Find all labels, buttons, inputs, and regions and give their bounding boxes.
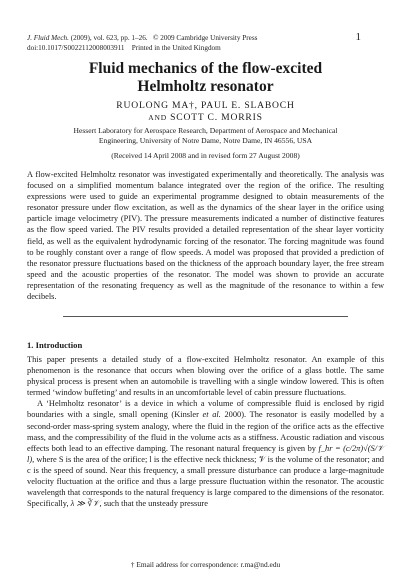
intro-paragraph-2 [27,398,384,509]
section-divider [63,316,348,317]
paper-title [20,60,391,96]
affiliation-line-2: Engineering, University of Notre Dame, Notre Dame, IN 46556, USA [98,136,313,145]
header-line-1 [27,33,367,43]
affiliation [40,126,371,146]
authors-line-2 [20,112,391,124]
intro-paragraph-1: This paper presents a detailed study of a flow-excited Helmholtz resonator. An example of this phenomenon is the resonance that occurs when blowing over the orifice of a glass bottle. The same physical process is present when an automobile is travelling with a single window lowered. This is often termed ‘window buffeting’ and results in an uncomfortable level of cabin pressure fluctuations. [27,355,384,398]
header-line-2 [27,43,367,53]
p2-text-c: , where S is the area of the orifice; l is the effective neck thickness; 𝒱 is the volume of the resonator; and c is the speed of sound. Near this frequency, a small pressure disturbance can produce a large-magnitude velocity fluctuation at the orifice and thus a large pressure fluctuation within the resonator. The acoustic wavelength that corresponds to the natural frequency is large compared to the dimensions of the resonator. Specifically, [27,454,384,509]
authors-and: AND [148,113,167,122]
doi: doi:10.1017/S0022112008003911 [27,44,125,52]
citation: (2009), vol. 623, pp. 1–26. [70,34,148,42]
running-header [27,33,367,53]
author-list [20,100,391,124]
section-heading: 1. Introduction [27,340,83,350]
p2-text-d: , such that the unsteady pressure [99,499,208,509]
authors-line-1: RUOLONG MA†, PAUL E. SLABOCH [116,100,295,111]
page-number: 1 [355,31,361,43]
printed-in: Printed in the United Kingdom [131,44,221,52]
p2-text-b: 2000). The resonator is easily modelled by a second-order mass-spring system analogy, where the fluid in the region of the orifice acts as the effective mass, and the compressibility of the fluid in the volume acts as a stiffness. Acoustic radiation and viscous effects both lead to an effective damping. The resonant natural frequency is given by [27,410,384,453]
title-line-1: Fluid mechanics of the flow-excited [88,60,323,77]
title-line-2: Helmholtz resonator [137,78,274,95]
frequency-formula: f_hr = (c/2π)√(S/𝒱 l) [27,443,384,464]
wavelength-formula: λ ≫ ∛𝒱 [70,499,100,509]
received-date: (Received 14 April 2008 and in revised form 27 August 2008) [111,151,300,160]
et-al: et al. [202,410,221,420]
affiliation-line-1: Hessert Laboratory for Aerospace Research, Department of Aerospace and Mechanical [73,126,338,135]
p2-text-a: A ‘Helmholtz resonator’ is a device in which a volume of compressible fluid is enclosed by rigid boundaries with a single, small opening (Kinsler [27,399,384,420]
journal-name: J. Fluid Mech. [27,34,69,42]
introduction-body [27,354,384,509]
authors-last: SCOTT C. MORRIS [170,112,263,123]
copyright: © 2009 Cambridge University Press [152,34,258,42]
abstract: A flow-excited Helmholtz resonator was investigated experimentally and theoretically. The analysis was focused on a simplified momentum balance integrated over the region of the orifice. The resulting expressions were used to guide an experimental programme designed to obtain measurements of the resonator pressure under flow excitation, as well as the dynamics of the shear layer in the orifice using particle image velocimetry (PIV). The pressure measurements indicated a number of distinctive features as the flow speed varied. The PIV results provided a detailed representation of the shear layer vorticity field, as well as the equivalent hydrodynamic forcing of the resonator. The forcing magnitude was found to be roughly constant over a range of flow speeds. A model was proposed that provided a prediction of the resonator pressure fluctuations based on the thickness of the approach boundary layer, the free stream speed and the acoustic properties of the resonator. The model was shown to provide an accurate representation of the resonating frequency as well as the magnitude of the resonance to within a few decibels. [27,170,384,302]
footnote: † Email address for correspondence: r.ma@nd.edu [130,560,281,569]
